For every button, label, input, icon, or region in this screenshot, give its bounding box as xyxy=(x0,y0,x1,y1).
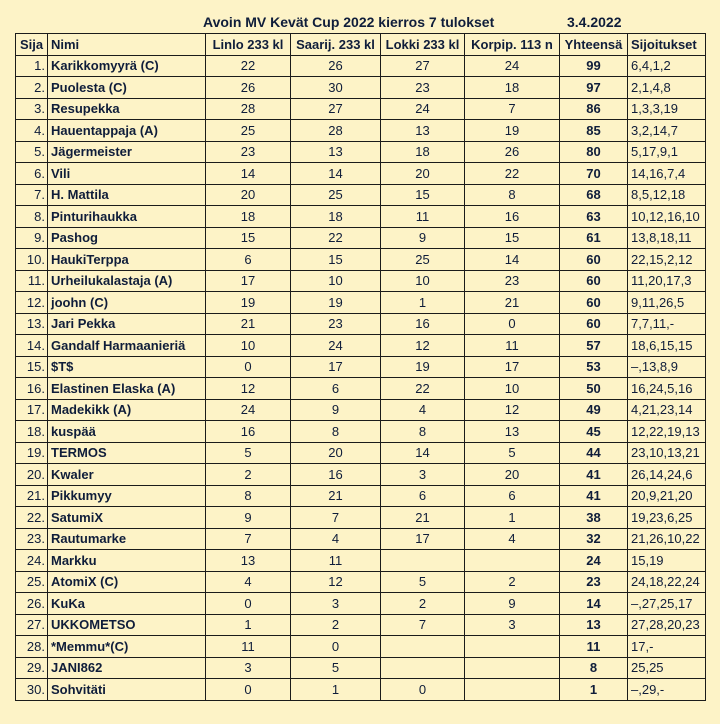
linlo-cell: 2 xyxy=(206,464,291,486)
korpip-cell xyxy=(465,657,560,679)
rank-cell: 22. xyxy=(16,507,48,529)
name-cell: joohn (C) xyxy=(48,292,206,314)
header-lokki: Lokki 233 kl xyxy=(381,34,465,56)
total-cell: 14 xyxy=(560,593,628,615)
total-cell: 61 xyxy=(560,227,628,249)
total-cell: 41 xyxy=(560,485,628,507)
linlo-cell: 16 xyxy=(206,421,291,443)
saarij-cell: 24 xyxy=(291,335,381,357)
saarij-cell: 23 xyxy=(291,313,381,335)
placements-cell: 5,17,9,1 xyxy=(628,141,706,163)
lokki-cell: 9 xyxy=(381,227,465,249)
lokki-cell: 8 xyxy=(381,421,465,443)
placements-cell: 16,24,5,16 xyxy=(628,378,706,400)
lokki-cell xyxy=(381,636,465,658)
name-cell: Madekikk (A) xyxy=(48,399,206,421)
lokki-cell: 17 xyxy=(381,528,465,550)
korpip-cell: 2 xyxy=(465,571,560,593)
saarij-cell: 20 xyxy=(291,442,381,464)
saarij-cell: 10 xyxy=(291,270,381,292)
korpip-cell: 3 xyxy=(465,614,560,636)
saarij-cell: 13 xyxy=(291,141,381,163)
lokki-cell: 22 xyxy=(381,378,465,400)
placements-cell: 6,4,1,2 xyxy=(628,55,706,77)
rank-cell: 10. xyxy=(16,249,48,271)
name-cell: kuspää xyxy=(48,421,206,443)
saarij-cell: 4 xyxy=(291,528,381,550)
table-row xyxy=(16,550,706,572)
rank-cell: 26. xyxy=(16,593,48,615)
korpip-cell: 17 xyxy=(465,356,560,378)
rank-cell: 7. xyxy=(16,184,48,206)
name-cell: Puolesta (C) xyxy=(48,77,206,99)
rank-cell: 29. xyxy=(16,657,48,679)
linlo-cell: 12 xyxy=(206,378,291,400)
title-row xyxy=(15,11,705,33)
table-row xyxy=(16,593,706,615)
header-korpip: Korpip. 113 n xyxy=(465,34,560,56)
total-cell: 41 xyxy=(560,464,628,486)
linlo-cell: 13 xyxy=(206,550,291,572)
lokki-cell: 7 xyxy=(381,614,465,636)
korpip-cell: 23 xyxy=(465,270,560,292)
table-row xyxy=(16,270,706,292)
korpip-cell: 19 xyxy=(465,120,560,142)
placements-cell: 25,25 xyxy=(628,657,706,679)
korpip-cell: 4 xyxy=(465,528,560,550)
lokki-cell: 24 xyxy=(381,98,465,120)
lokki-cell: 12 xyxy=(381,335,465,357)
korpip-cell: 26 xyxy=(465,141,560,163)
rank-cell: 16. xyxy=(16,378,48,400)
table-row xyxy=(16,249,706,271)
table-row xyxy=(16,464,706,486)
rank-cell: 23. xyxy=(16,528,48,550)
saarij-cell: 28 xyxy=(291,120,381,142)
placements-cell: –,13,8,9 xyxy=(628,356,706,378)
placements-cell: 13,8,18,11 xyxy=(628,227,706,249)
table-row xyxy=(16,227,706,249)
korpip-cell xyxy=(465,550,560,572)
total-cell: 80 xyxy=(560,141,628,163)
results-body xyxy=(16,55,706,700)
name-cell: Rautumarke xyxy=(48,528,206,550)
total-cell: 49 xyxy=(560,399,628,421)
header-nimi: Nimi xyxy=(48,34,206,56)
linlo-cell: 18 xyxy=(206,206,291,228)
lokki-cell: 21 xyxy=(381,507,465,529)
placements-cell: 27,28,20,23 xyxy=(628,614,706,636)
page-title: Avoin MV Kevät Cup 2022 kierros 7 tulokset xyxy=(203,14,495,30)
table-row xyxy=(16,55,706,77)
placements-cell: 19,23,6,25 xyxy=(628,507,706,529)
name-cell: Kwaler xyxy=(48,464,206,486)
linlo-cell: 15 xyxy=(206,227,291,249)
table-row xyxy=(16,292,706,314)
total-cell: 32 xyxy=(560,528,628,550)
lokki-cell: 15 xyxy=(381,184,465,206)
table-row xyxy=(16,399,706,421)
rank-cell: 20. xyxy=(16,464,48,486)
placements-cell: 15,19 xyxy=(628,550,706,572)
saarij-cell: 9 xyxy=(291,399,381,421)
saarij-cell: 8 xyxy=(291,421,381,443)
rank-cell: 15. xyxy=(16,356,48,378)
total-cell: 97 xyxy=(560,77,628,99)
saarij-cell: 25 xyxy=(291,184,381,206)
lokki-cell: 27 xyxy=(381,55,465,77)
header-row xyxy=(16,34,706,56)
placements-cell: –,27,25,17 xyxy=(628,593,706,615)
korpip-cell xyxy=(465,636,560,658)
saarij-cell: 7 xyxy=(291,507,381,529)
lokki-cell: 3 xyxy=(381,464,465,486)
rank-cell: 21. xyxy=(16,485,48,507)
korpip-cell: 8 xyxy=(465,184,560,206)
table-row xyxy=(16,77,706,99)
table-row xyxy=(16,442,706,464)
total-cell: 57 xyxy=(560,335,628,357)
placements-cell: 8,5,12,18 xyxy=(628,184,706,206)
linlo-cell: 5 xyxy=(206,442,291,464)
rank-cell: 2. xyxy=(16,77,48,99)
rank-cell: 13. xyxy=(16,313,48,335)
rank-cell: 8. xyxy=(16,206,48,228)
table-row xyxy=(16,163,706,185)
korpip-cell: 21 xyxy=(465,292,560,314)
table-row xyxy=(16,507,706,529)
linlo-cell: 20 xyxy=(206,184,291,206)
lokki-cell xyxy=(381,657,465,679)
placements-cell: 21,26,10,22 xyxy=(628,528,706,550)
table-row xyxy=(16,636,706,658)
name-cell: JANI862 xyxy=(48,657,206,679)
placements-cell: 17,- xyxy=(628,636,706,658)
saarij-cell: 14 xyxy=(291,163,381,185)
table-row xyxy=(16,485,706,507)
header-saarij: Saarij. 233 kl xyxy=(291,34,381,56)
placements-cell: 4,21,23,14 xyxy=(628,399,706,421)
name-cell: Pinturihaukka xyxy=(48,206,206,228)
placements-cell: 1,3,3,19 xyxy=(628,98,706,120)
placements-cell: 7,7,11,- xyxy=(628,313,706,335)
placements-cell: 20,9,21,20 xyxy=(628,485,706,507)
saarij-cell: 1 xyxy=(291,679,381,701)
table-row xyxy=(16,356,706,378)
rank-cell: 24. xyxy=(16,550,48,572)
placements-cell: 23,10,13,21 xyxy=(628,442,706,464)
linlo-cell: 26 xyxy=(206,77,291,99)
linlo-cell: 7 xyxy=(206,528,291,550)
linlo-cell: 23 xyxy=(206,141,291,163)
linlo-cell: 19 xyxy=(206,292,291,314)
name-cell: Pikkumyy xyxy=(48,485,206,507)
rank-cell: 3. xyxy=(16,98,48,120)
name-cell: SatumiX xyxy=(48,507,206,529)
total-cell: 1 xyxy=(560,679,628,701)
korpip-cell: 10 xyxy=(465,378,560,400)
placements-cell: 2,1,4,8 xyxy=(628,77,706,99)
placements-cell: 10,12,16,10 xyxy=(628,206,706,228)
saarij-cell: 3 xyxy=(291,593,381,615)
rank-cell: 18. xyxy=(16,421,48,443)
korpip-cell: 11 xyxy=(465,335,560,357)
header-sijoitukset: Sijoitukset xyxy=(628,34,706,56)
korpip-cell: 16 xyxy=(465,206,560,228)
rank-cell: 28. xyxy=(16,636,48,658)
total-cell: 11 xyxy=(560,636,628,658)
header-linlo: Linlo 233 kl xyxy=(206,34,291,56)
lokki-cell: 10 xyxy=(381,270,465,292)
total-cell: 60 xyxy=(560,249,628,271)
lokki-cell: 13 xyxy=(381,120,465,142)
linlo-cell: 22 xyxy=(206,55,291,77)
rank-cell: 12. xyxy=(16,292,48,314)
lokki-cell: 19 xyxy=(381,356,465,378)
lokki-cell: 1 xyxy=(381,292,465,314)
total-cell: 99 xyxy=(560,55,628,77)
total-cell: 8 xyxy=(560,657,628,679)
table-row xyxy=(16,614,706,636)
linlo-cell: 10 xyxy=(206,335,291,357)
name-cell: H. Mattila xyxy=(48,184,206,206)
lokki-cell: 4 xyxy=(381,399,465,421)
korpip-cell: 14 xyxy=(465,249,560,271)
korpip-cell: 1 xyxy=(465,507,560,529)
table-row xyxy=(16,378,706,400)
korpip-cell: 20 xyxy=(465,464,560,486)
saarij-cell: 2 xyxy=(291,614,381,636)
rank-cell: 27. xyxy=(16,614,48,636)
name-cell: Hauentappaja (A) xyxy=(48,120,206,142)
korpip-cell: 22 xyxy=(465,163,560,185)
rank-cell: 5. xyxy=(16,141,48,163)
table-row xyxy=(16,206,706,228)
name-cell: KuKa xyxy=(48,593,206,615)
total-cell: 60 xyxy=(560,270,628,292)
rank-cell: 4. xyxy=(16,120,48,142)
total-cell: 60 xyxy=(560,292,628,314)
table-row xyxy=(16,528,706,550)
linlo-cell: 0 xyxy=(206,356,291,378)
rank-cell: 11. xyxy=(16,270,48,292)
table-row xyxy=(16,657,706,679)
placements-cell: 18,6,15,15 xyxy=(628,335,706,357)
table-row xyxy=(16,120,706,142)
rank-cell: 6. xyxy=(16,163,48,185)
placements-cell: 24,18,22,24 xyxy=(628,571,706,593)
lokki-cell: 14 xyxy=(381,442,465,464)
table-row xyxy=(16,335,706,357)
name-cell: Pashog xyxy=(48,227,206,249)
saarij-cell: 26 xyxy=(291,55,381,77)
total-cell: 60 xyxy=(560,313,628,335)
total-cell: 68 xyxy=(560,184,628,206)
korpip-cell: 13 xyxy=(465,421,560,443)
name-cell: Resupekka xyxy=(48,98,206,120)
table-row xyxy=(16,141,706,163)
lokki-cell: 20 xyxy=(381,163,465,185)
korpip-cell: 12 xyxy=(465,399,560,421)
linlo-cell: 1 xyxy=(206,614,291,636)
rank-cell: 30. xyxy=(16,679,48,701)
total-cell: 63 xyxy=(560,206,628,228)
linlo-cell: 0 xyxy=(206,679,291,701)
saarij-cell: 16 xyxy=(291,464,381,486)
rank-cell: 14. xyxy=(16,335,48,357)
results-table xyxy=(15,33,706,701)
saarij-cell: 18 xyxy=(291,206,381,228)
saarij-cell: 17 xyxy=(291,356,381,378)
korpip-cell: 0 xyxy=(465,313,560,335)
lokki-cell: 6 xyxy=(381,485,465,507)
total-cell: 86 xyxy=(560,98,628,120)
linlo-cell: 0 xyxy=(206,593,291,615)
name-cell: Jägermeister xyxy=(48,141,206,163)
name-cell: TERMOS xyxy=(48,442,206,464)
table-row xyxy=(16,421,706,443)
linlo-cell: 8 xyxy=(206,485,291,507)
saarij-cell: 22 xyxy=(291,227,381,249)
lokki-cell xyxy=(381,550,465,572)
name-cell: HaukiTerppa xyxy=(48,249,206,271)
linlo-cell: 11 xyxy=(206,636,291,658)
korpip-cell: 6 xyxy=(465,485,560,507)
header-sija: Sija xyxy=(16,34,48,56)
date-label: 3.4.2022 xyxy=(567,14,622,30)
saarij-cell: 19 xyxy=(291,292,381,314)
rank-cell: 1. xyxy=(16,55,48,77)
saarij-cell: 12 xyxy=(291,571,381,593)
saarij-cell: 30 xyxy=(291,77,381,99)
linlo-cell: 6 xyxy=(206,249,291,271)
name-cell: Gandalf Harmaanieriä xyxy=(48,335,206,357)
linlo-cell: 9 xyxy=(206,507,291,529)
korpip-cell xyxy=(465,679,560,701)
lokki-cell: 23 xyxy=(381,77,465,99)
saarij-cell: 5 xyxy=(291,657,381,679)
placements-cell: 11,20,17,3 xyxy=(628,270,706,292)
placements-cell: 26,14,24,6 xyxy=(628,464,706,486)
rank-cell: 9. xyxy=(16,227,48,249)
total-cell: 24 xyxy=(560,550,628,572)
korpip-cell: 5 xyxy=(465,442,560,464)
lokki-cell: 2 xyxy=(381,593,465,615)
rank-cell: 17. xyxy=(16,399,48,421)
placements-cell: 22,15,2,12 xyxy=(628,249,706,271)
rank-cell: 25. xyxy=(16,571,48,593)
name-cell: UKKOMETSO xyxy=(48,614,206,636)
header-yhteensa: Yhteensä xyxy=(560,34,628,56)
korpip-cell: 7 xyxy=(465,98,560,120)
table-row xyxy=(16,679,706,701)
name-cell: Karikkomyyrä (C) xyxy=(48,55,206,77)
lokki-cell: 25 xyxy=(381,249,465,271)
total-cell: 50 xyxy=(560,378,628,400)
linlo-cell: 28 xyxy=(206,98,291,120)
linlo-cell: 3 xyxy=(206,657,291,679)
lokki-cell: 16 xyxy=(381,313,465,335)
name-cell: Jari Pekka xyxy=(48,313,206,335)
linlo-cell: 25 xyxy=(206,120,291,142)
saarij-cell: 6 xyxy=(291,378,381,400)
saarij-cell: 0 xyxy=(291,636,381,658)
saarij-cell: 21 xyxy=(291,485,381,507)
total-cell: 53 xyxy=(560,356,628,378)
lokki-cell: 0 xyxy=(381,679,465,701)
linlo-cell: 21 xyxy=(206,313,291,335)
name-cell: Urheilukalastaja (A) xyxy=(48,270,206,292)
name-cell: Elastinen Elaska (A) xyxy=(48,378,206,400)
placements-cell: 9,11,26,5 xyxy=(628,292,706,314)
saarij-cell: 27 xyxy=(291,98,381,120)
name-cell: Vili xyxy=(48,163,206,185)
name-cell: *Memmu*(C) xyxy=(48,636,206,658)
korpip-cell: 18 xyxy=(465,77,560,99)
linlo-cell: 4 xyxy=(206,571,291,593)
linlo-cell: 24 xyxy=(206,399,291,421)
name-cell: AtomiX (C) xyxy=(48,571,206,593)
total-cell: 13 xyxy=(560,614,628,636)
saarij-cell: 11 xyxy=(291,550,381,572)
lokki-cell: 5 xyxy=(381,571,465,593)
total-cell: 44 xyxy=(560,442,628,464)
placements-cell: 12,22,19,13 xyxy=(628,421,706,443)
total-cell: 45 xyxy=(560,421,628,443)
linlo-cell: 17 xyxy=(206,270,291,292)
saarij-cell: 15 xyxy=(291,249,381,271)
total-cell: 85 xyxy=(560,120,628,142)
lokki-cell: 18 xyxy=(381,141,465,163)
placements-cell: 14,16,7,4 xyxy=(628,163,706,185)
name-cell: $T$ xyxy=(48,356,206,378)
placements-cell: 3,2,14,7 xyxy=(628,120,706,142)
korpip-cell: 24 xyxy=(465,55,560,77)
total-cell: 38 xyxy=(560,507,628,529)
korpip-cell: 15 xyxy=(465,227,560,249)
name-cell: Sohvitäti xyxy=(48,679,206,701)
total-cell: 70 xyxy=(560,163,628,185)
total-cell: 23 xyxy=(560,571,628,593)
name-cell: Markku xyxy=(48,550,206,572)
linlo-cell: 14 xyxy=(206,163,291,185)
korpip-cell: 9 xyxy=(465,593,560,615)
table-row xyxy=(16,184,706,206)
rank-cell: 19. xyxy=(16,442,48,464)
table-row xyxy=(16,571,706,593)
lokki-cell: 11 xyxy=(381,206,465,228)
table-row xyxy=(16,313,706,335)
placements-cell: –,29,- xyxy=(628,679,706,701)
table-row xyxy=(16,98,706,120)
